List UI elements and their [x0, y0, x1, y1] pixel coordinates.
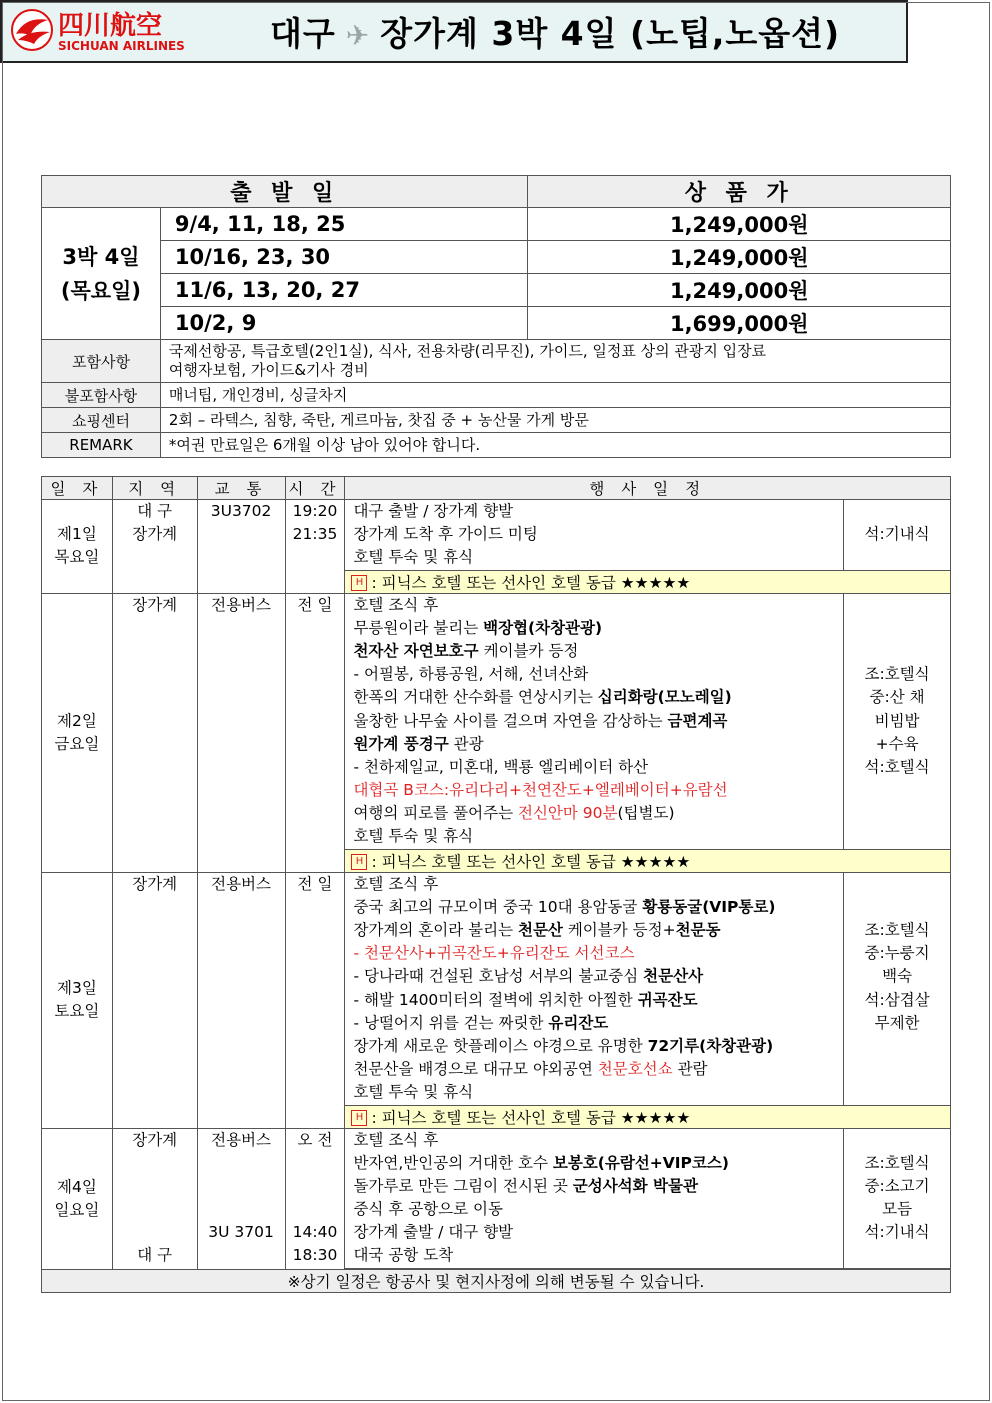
- page-title: [270, 8, 840, 55]
- activity-line: [353, 825, 843, 848]
- activity-line: [353, 989, 843, 1012]
- hotel-info: [345, 849, 951, 872]
- activity-cell: [345, 872, 844, 1105]
- time-cell-line: [286, 1175, 345, 1198]
- activity-text: 관람: [672, 1060, 708, 1079]
- price-value: 1,699,000원: [528, 307, 951, 340]
- activity-line: [353, 733, 843, 756]
- activity-text: 대협곡 B코스:유리다리+천연잔도+엘레베이터+유람선: [353, 781, 728, 800]
- col-header-region: 지 역: [112, 477, 197, 500]
- transport-cell-line: 전용버스: [211, 595, 272, 614]
- info-line: 여행자보험, 가이드&기사 경비: [168, 361, 369, 379]
- meal-cell: [844, 593, 951, 849]
- activity-text: 호텔 조식 후: [353, 874, 439, 893]
- region-cell: [112, 1128, 197, 1269]
- time-cell-line: 전 일: [297, 595, 333, 614]
- hotel-text: : 피닉스 호텔 또는 선사인 호텔 동급 ★★★★★: [371, 573, 691, 592]
- meal-line: [844, 500, 950, 523]
- schedule-table: [41, 476, 951, 1293]
- activity-line: [353, 710, 843, 733]
- activity-line: [353, 1035, 843, 1058]
- region-cell-line: 장가계: [132, 595, 178, 614]
- activity-text: 72기루(차창관광): [647, 1036, 774, 1055]
- activity-text: 호텔 투숙 및 휴식: [353, 548, 474, 567]
- activity-text: 유리잔도: [548, 1013, 609, 1032]
- tour-length-line2: (목요일): [60, 278, 141, 303]
- activity-text: 호텔 조식 후: [353, 595, 439, 614]
- day-label: [42, 500, 113, 594]
- info-label-included: 포함사항: [42, 340, 161, 383]
- day-label: [42, 593, 113, 872]
- activity-text: 전신안마 90분: [517, 804, 618, 823]
- col-header-activity: 행 사 일 정: [345, 477, 951, 500]
- activity-line: [353, 686, 843, 709]
- activity-line: [353, 1129, 843, 1152]
- meal-line: 무제한: [874, 1013, 920, 1032]
- activity-text: 반자연,반인공의 거대한 호수: [353, 1153, 553, 1172]
- activity-text: 군성사석화 박물관: [572, 1176, 698, 1195]
- activity-line: [353, 896, 843, 919]
- time-cell-line: 14:40: [292, 1223, 338, 1242]
- meal-line: 석:호텔식: [864, 757, 930, 776]
- tour-length-line1: 3박 4일: [62, 244, 140, 269]
- info-line: 국제선항공, 특급호텔(2인1실), 식사, 전용차량(리무진), 가이드, 일정표 상의 관광지 입장료: [168, 342, 767, 360]
- activity-text: 여행의 피로를 풀어주는: [353, 804, 518, 823]
- info-value-remark: *여권 만료일은 6개월 이상 남아 있어야 합니다.: [160, 433, 950, 458]
- hotel-text: : 피닉스 호텔 또는 선사인 호텔 동급 ★★★★★: [371, 1108, 691, 1127]
- meal-line: 석:기내식: [864, 1223, 930, 1242]
- time-cell-line: 19:20: [292, 502, 338, 520]
- activity-text: - 당나라때 건설된 호남성 서부의 불교중심: [353, 967, 644, 986]
- price-value: 1,249,000원: [528, 241, 951, 274]
- hotel-icon: H: [351, 1110, 367, 1126]
- meal-line: +수육: [875, 734, 919, 753]
- activity-text: 천문산사: [643, 967, 704, 986]
- activity-text: 중국 최고의 규모이며 중국 10대 용암동굴: [353, 897, 643, 916]
- day-label-line: 제4일: [56, 1177, 97, 1196]
- col-header-transport: 교 통: [197, 477, 285, 500]
- info-label-shopping: 쇼핑센터: [42, 408, 161, 433]
- time-cell-line: 전 일: [297, 874, 333, 893]
- activity-cell: [345, 500, 844, 571]
- activity-text: 울창한 나무숲 사이를 걸으며 자연을 감상하는: [353, 711, 668, 730]
- airplane-icon: ✈: [345, 19, 371, 52]
- day-label-line: 제2일: [56, 711, 97, 730]
- meal-line: 모듬: [882, 1200, 913, 1219]
- activity-text: 호텔 조식 후: [353, 1130, 439, 1149]
- transport-cell-line: 전용버스: [211, 874, 272, 893]
- departure-dates: 10/2, 9: [160, 307, 528, 340]
- col-header-price: 상 품 가: [528, 176, 951, 208]
- time-cell-line: [286, 1198, 345, 1221]
- col-header-time: 시 간: [285, 477, 345, 500]
- meal-line: 중:산 채: [869, 688, 925, 707]
- meal-line: [844, 896, 950, 919]
- activity-line: [353, 1175, 843, 1198]
- departure-dates: 9/4, 11, 18, 25: [160, 208, 528, 241]
- activity-text: 장가계 출발 / 대구 향발: [353, 1223, 514, 1242]
- meal-line: 중:누룽지: [864, 944, 930, 963]
- activity-text: 무릉원이라 불리는: [353, 618, 484, 637]
- activity-text: 대구 출발 / 장가계 향발: [353, 502, 514, 520]
- activity-line: [353, 919, 843, 942]
- meal-cell: [844, 500, 951, 571]
- activity-text: 중식 후 공항으로 이동: [353, 1200, 503, 1219]
- col-header-day: 일 자: [42, 477, 113, 500]
- activity-text: 황룡동굴(VIP통로): [642, 897, 776, 916]
- activity-text: 천문산: [517, 921, 563, 939]
- price-value: 1,249,000원: [528, 274, 951, 307]
- meal-cell: [844, 872, 951, 1105]
- activity-text: 천자산 자연보호구: [353, 641, 479, 660]
- day-label: [42, 872, 113, 1128]
- activity-text: 천문산을 배경으로 대규모 야외공연: [353, 1060, 598, 1079]
- col-header-date: 출 발 일: [42, 176, 528, 208]
- activity-line: [353, 1221, 843, 1244]
- meal-line: 석:삼겹살: [864, 990, 930, 1009]
- day-label-line: 목요일: [54, 548, 100, 567]
- activity-text: 케이블카 등정: [478, 641, 579, 660]
- price-table: [41, 175, 951, 458]
- activity-text: 장가계의 혼이라 불리는: [353, 921, 518, 939]
- meal-line: [844, 594, 950, 617]
- activity-text: - 어필봉, 하룡공원, 서해, 선녀산화: [353, 665, 589, 684]
- info-value-excluded: 매너팁, 개인경비, 싱글차지: [160, 383, 950, 408]
- day-label: [42, 1128, 113, 1269]
- day-label-line: 일요일: [54, 1200, 100, 1219]
- activity-line: [353, 1058, 843, 1081]
- schedule-footer-note: ※상기 일정은 항공사 및 현지사정에 의해 변동될 수 있습니다.: [42, 1269, 951, 1292]
- activity-line: [353, 779, 843, 802]
- activity-text: 백장협(차창관광): [483, 618, 603, 637]
- activity-line: [353, 942, 843, 965]
- meal-cell: [844, 1128, 951, 1268]
- time-cell: [285, 593, 345, 872]
- schedule-day-row: [42, 1128, 951, 1268]
- region-cell-line: [113, 1198, 197, 1221]
- activity-text: 금편계곡: [667, 711, 728, 730]
- schedule-day-row: [42, 593, 951, 849]
- activity-line: [353, 873, 843, 896]
- info-label-excluded: 불포함사항: [42, 383, 161, 408]
- activity-line: [353, 500, 843, 523]
- meal-line: 중:소고기: [864, 1176, 930, 1195]
- meal-line: 조:호텔식: [864, 921, 930, 939]
- activity-text: 돌가루로 만든 그림이 전시된 곳: [353, 1176, 573, 1195]
- activity-text: 보봉호(유람선+VIP코스): [552, 1153, 729, 1172]
- meal-line: 백숙: [882, 967, 913, 986]
- airline-cn-name: 四川航空: [58, 11, 163, 41]
- activity-line: [353, 546, 843, 569]
- meal-line: [844, 640, 950, 663]
- meal-line: 조:호텔식: [864, 1153, 930, 1172]
- transport-cell-line: [198, 1152, 285, 1175]
- airline-en-name: SICHUAN AIRLINES: [58, 39, 185, 53]
- region-cell-line: 장가계: [132, 1130, 178, 1149]
- day-label-line: 제3일: [56, 979, 97, 998]
- activity-cell: [345, 1128, 844, 1268]
- activity-text: - 천하제일교, 미혼대, 백룡 엘리베이터 하산: [353, 757, 649, 776]
- transport-cell-line: [198, 1198, 285, 1221]
- activity-line: [353, 617, 843, 640]
- activity-text: - 해발 1400미터의 절벽에 위치한 아찔한: [353, 990, 638, 1009]
- activity-cell: [345, 593, 844, 849]
- activity-text: - 낭떨어지 위를 걷는 짜릿한: [353, 1013, 549, 1032]
- activity-text: 원가계 풍경구: [353, 734, 449, 753]
- day-label-line: 토요일: [54, 1002, 100, 1021]
- activity-text: 호텔 투숙 및 휴식: [353, 827, 474, 846]
- time-cell-line: 18:30: [292, 1246, 338, 1265]
- time-cell: [285, 500, 345, 594]
- region-cell-line: 대 구: [137, 1246, 173, 1265]
- meal-line: 석:기내식: [864, 525, 930, 544]
- region-cell: [112, 500, 197, 594]
- sichuan-airlines-logo: [8, 6, 208, 54]
- meal-line: [844, 617, 950, 640]
- activity-line: [353, 1198, 843, 1221]
- transport-cell-line: 3U 3701: [208, 1223, 274, 1242]
- departure-dates: 11/6, 13, 20, 27: [160, 274, 528, 307]
- transport-cell-line: [198, 1175, 285, 1198]
- time-cell: [285, 872, 345, 1128]
- region-cell-line: 장가계: [132, 525, 178, 544]
- meal-line: 조:호텔식: [864, 665, 930, 684]
- transport-cell: [197, 593, 285, 872]
- time-cell-line: [286, 1152, 345, 1175]
- meal-line: 비빔밥: [874, 711, 920, 730]
- price-value: 1,249,000원: [528, 208, 951, 241]
- activity-line: [353, 965, 843, 988]
- info-label-remark: REMARK: [42, 433, 161, 458]
- activity-line: [353, 1012, 843, 1035]
- transport-cell: [197, 872, 285, 1128]
- activity-text: 천문호선쇼: [597, 1060, 673, 1079]
- time-cell-line: 21:35: [292, 525, 338, 544]
- activity-line: [353, 594, 843, 617]
- region-cell-line: [113, 1152, 197, 1175]
- region-cell-line: [113, 1175, 197, 1198]
- meal-line: [844, 1129, 950, 1152]
- title-from: 대구: [270, 14, 336, 53]
- activity-text: 관광: [448, 734, 484, 753]
- info-value-shopping: 2회 – 라텍스, 침향, 죽탄, 게르마늄, 찻집 중 + 농산물 가게 방문: [160, 408, 950, 433]
- region-cell-line: 대 구: [137, 502, 173, 520]
- transport-cell-line: 전용버스: [211, 1130, 272, 1149]
- transport-cell-line: 3U3702: [210, 502, 272, 520]
- activity-text: 한폭의 거대한 산수화를 연상시키는: [353, 688, 598, 707]
- transport-cell: [197, 500, 285, 594]
- activity-text: - 천문산사+귀곡잔도+유리잔도 서선코스: [353, 944, 635, 963]
- hotel-icon: H: [351, 575, 367, 591]
- activity-text: 천문동: [675, 921, 721, 939]
- info-value-included: [160, 340, 950, 383]
- day-label-line: 금요일: [54, 734, 100, 753]
- activity-line: [353, 1152, 843, 1175]
- departure-dates: 10/16, 23, 30: [160, 241, 528, 274]
- time-cell: [285, 1128, 345, 1269]
- title-to: 장가계 3박 4일 (노팁,노옵션): [380, 14, 841, 53]
- title-banner: [0, 0, 908, 63]
- activity-text: 장가계 새로운 핫플레이스 야경으로 유명한: [353, 1036, 648, 1055]
- time-cell-line: 오 전: [297, 1130, 333, 1149]
- activity-text: (팁별도): [617, 804, 675, 823]
- activity-line: [353, 1244, 843, 1267]
- hotel-text: : 피닉스 호텔 또는 선사인 호텔 동급 ★★★★★: [371, 852, 691, 871]
- schedule-day-row: [42, 872, 951, 1105]
- activity-text: 귀곡잔도: [637, 990, 698, 1009]
- region-cell-line: [113, 1221, 197, 1244]
- activity-text: 십리화랑(모노레일): [597, 688, 732, 707]
- region-cell-line: 장가계: [132, 874, 178, 893]
- schedule-day-row: [42, 500, 951, 571]
- region-cell: [112, 872, 197, 1128]
- hotel-info: [345, 570, 951, 593]
- activity-line: [353, 1081, 843, 1104]
- activity-line: [353, 640, 843, 663]
- hotel-info: [345, 1105, 951, 1128]
- activity-line: [353, 802, 843, 825]
- activity-text: 장가계 도착 후 가이드 미팅: [353, 525, 538, 544]
- transport-cell: [197, 1128, 285, 1269]
- region-cell: [112, 593, 197, 872]
- activity-text: 대국 공항 도착: [353, 1246, 454, 1265]
- tour-length: [42, 208, 161, 340]
- day-label-line: 제1일: [56, 525, 97, 544]
- activity-text: 케이블카 등정+: [562, 921, 676, 939]
- activity-line: [353, 756, 843, 779]
- activity-line: [353, 523, 843, 546]
- meal-line: [844, 873, 950, 896]
- hotel-icon: H: [351, 854, 367, 870]
- activity-line: [353, 663, 843, 686]
- activity-text: 호텔 투숙 및 휴식: [353, 1083, 474, 1102]
